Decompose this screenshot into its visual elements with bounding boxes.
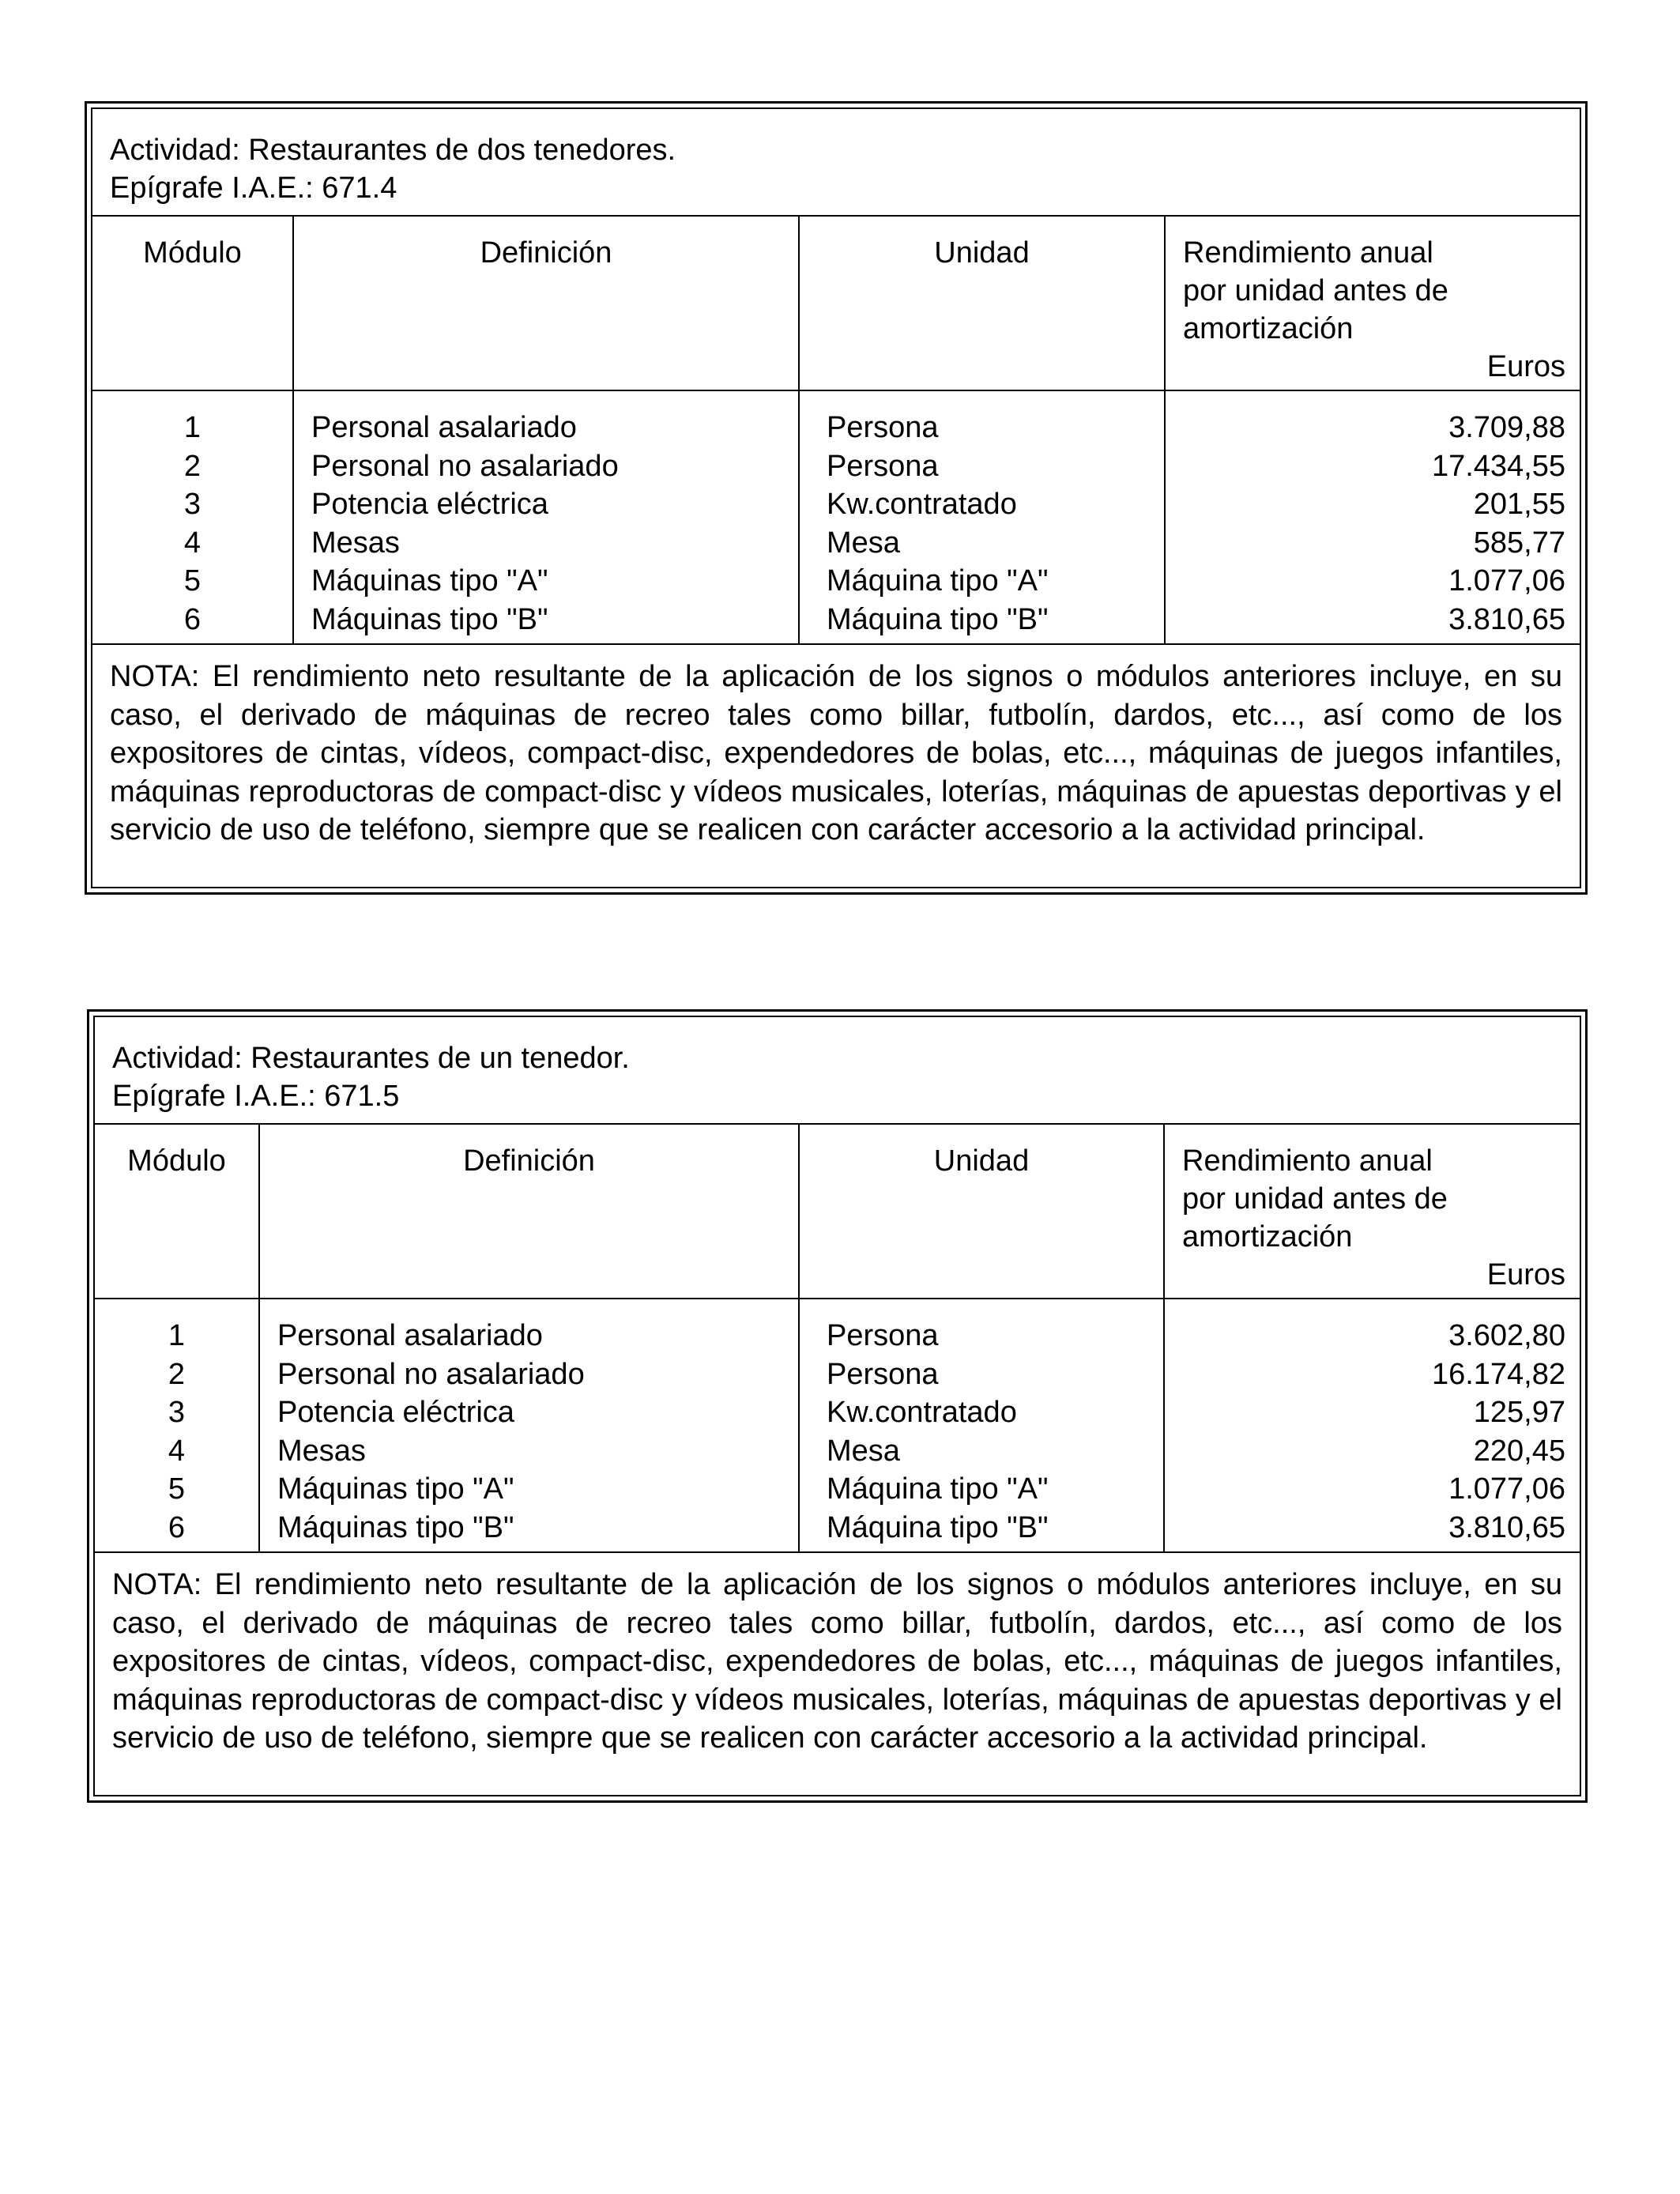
module-table-frame [93, 1016, 1581, 1796]
header-rendimiento-line-2: por unidad antes de [1182, 1182, 1448, 1216]
cell-valor: 1.077,06 [1164, 1470, 1580, 1509]
header-rendimiento [1164, 1125, 1580, 1299]
cell-unidad: Máquina tipo "A" [799, 1470, 1164, 1509]
module-table-block-1 [85, 101, 1588, 895]
header-definicion: Definición [293, 217, 799, 390]
table-header-row [92, 217, 1580, 390]
table-row [95, 1393, 1580, 1432]
header-euros: Euros [1486, 350, 1565, 383]
module-table-block-2 [87, 1009, 1588, 1803]
cell-unidad: Mesa [799, 1432, 1164, 1471]
cell-valor: 201,55 [1165, 485, 1580, 524]
cell-valor: 3.810,65 [1164, 1509, 1580, 1552]
cell-definicion: Mesas [293, 524, 799, 563]
cell-modulo: 5 [183, 564, 202, 598]
header-rendimiento-line-2: por unidad antes de [1183, 274, 1448, 307]
cell-unidad: Máquina tipo "A" [799, 562, 1165, 601]
cell-definicion: Mesas [259, 1432, 799, 1471]
table-row [92, 447, 1580, 486]
cell-modulo: 1 [183, 411, 202, 444]
table-header-row [95, 1125, 1580, 1299]
table-row [95, 1299, 1580, 1355]
nota-text: NOTA: El rendimiento neto resultante de la aplicación de los signos o módulos anteriores incluye, en su caso, el derivado de máquinas de recreo tales como billar, futbolín, dardos, etc..., así como de los expositores de cintas, vídeos, compact-disc, expendedores de bolas, etc..., máquinas de juegos infantiles, máquinas reproductoras de compact-disc y vídeos musicales, loterías, máquinas de apuestas deportivas y el servicio de uso de teléfono, siempre que se realicen con carácter accesorio a la actividad principal. [92, 643, 1580, 887]
cell-valor: 1.077,06 [1165, 562, 1580, 601]
header-rendimiento-line-3: amortización [1182, 1220, 1353, 1253]
cell-definicion: Máquinas tipo "A" [259, 1470, 799, 1509]
epigrafe-label: Epígrafe I.A.E.: 671.4 [110, 172, 397, 205]
header-definicion: Definición [259, 1125, 799, 1299]
table-row [92, 562, 1580, 601]
module-table-frame [91, 107, 1581, 888]
cell-modulo: 6 [183, 602, 202, 636]
cell-unidad: Persona [799, 1299, 1164, 1355]
cell-valor: 3.810,65 [1165, 601, 1580, 644]
modules-table [92, 217, 1580, 643]
cell-unidad: Persona [799, 390, 1165, 447]
header-unidad: Unidad [799, 1125, 1164, 1299]
modules-table [95, 1125, 1580, 1551]
table-row [95, 1355, 1580, 1394]
cell-definicion: Personal asalariado [259, 1299, 799, 1355]
cell-definicion: Personal no asalariado [259, 1355, 799, 1394]
cell-definicion: Potencia eléctrica [293, 485, 799, 524]
nota-text: NOTA: El rendimiento neto resultante de la aplicación de los signos o módulos anteriores incluye, en su caso, el derivado de máquinas de recreo tales como billar, futbolín, dardos, etc..., así como de los expositores de cintas, vídeos, compact-disc, expendedores de bolas, etc..., máquinas de juegos infantiles, máquinas reproductoras de compact-disc y vídeos musicales, loterías, máquinas de apuestas deportivas y el servicio de uso de teléfono, siempre que se realicen con carácter accesorio a la actividad principal. [95, 1551, 1580, 1795]
cell-modulo: 6 [168, 1510, 186, 1544]
cell-unidad: Persona [799, 1355, 1164, 1394]
cell-modulo: 2 [183, 449, 202, 483]
cell-modulo: 3 [183, 488, 202, 521]
cell-valor: 3.709,88 [1165, 390, 1580, 447]
activity-header [95, 1017, 1580, 1125]
header-rendimiento-line-3: amortización [1183, 312, 1354, 345]
cell-valor: 17.434,55 [1165, 447, 1580, 486]
table-row [92, 601, 1580, 644]
cell-definicion: Personal asalariado [293, 390, 799, 447]
header-rendimiento-line-1: Rendimiento anual [1183, 236, 1433, 270]
cell-valor: 125,97 [1164, 1393, 1580, 1432]
table-row [92, 485, 1580, 524]
cell-definicion: Potencia eléctrica [259, 1393, 799, 1432]
header-unidad: Unidad [799, 217, 1165, 390]
cell-valor: 3.602,80 [1164, 1299, 1580, 1355]
cell-valor: 220,45 [1164, 1432, 1580, 1471]
cell-modulo: 1 [168, 1319, 186, 1352]
cell-definicion: Máquinas tipo "B" [293, 601, 799, 644]
activity-title: Actividad: Restaurantes de dos tenedores. [110, 134, 676, 167]
cell-modulo: 4 [183, 526, 202, 560]
cell-valor: 16.174,82 [1164, 1355, 1580, 1394]
cell-modulo: 5 [168, 1472, 186, 1506]
table-row [92, 524, 1580, 563]
header-rendimiento [1165, 217, 1580, 390]
cell-definicion: Máquinas tipo "B" [259, 1509, 799, 1552]
cell-valor: 585,77 [1165, 524, 1580, 563]
cell-unidad: Kw.contratado [799, 485, 1165, 524]
cell-modulo: 3 [168, 1396, 186, 1429]
header-modulo: Módulo [92, 217, 293, 390]
cell-unidad: Máquina tipo "B" [799, 601, 1165, 644]
cell-modulo: 4 [168, 1434, 186, 1468]
header-euros: Euros [1486, 1258, 1565, 1291]
table-row [95, 1470, 1580, 1509]
cell-unidad: Máquina tipo "B" [799, 1509, 1164, 1552]
cell-unidad: Persona [799, 447, 1165, 486]
cell-modulo: 2 [168, 1357, 186, 1391]
cell-definicion: Personal no asalariado [293, 447, 799, 486]
epigrafe-label: Epígrafe I.A.E.: 671.5 [112, 1080, 400, 1113]
table-row [95, 1509, 1580, 1552]
cell-unidad: Kw.contratado [799, 1393, 1164, 1432]
activity-title: Actividad: Restaurantes de un tenedor. [112, 1042, 630, 1075]
table-row [92, 390, 1580, 447]
header-rendimiento-line-1: Rendimiento anual [1182, 1144, 1433, 1178]
cell-unidad: Mesa [799, 524, 1165, 563]
activity-header [92, 109, 1580, 217]
cell-definicion: Máquinas tipo "A" [293, 562, 799, 601]
table-row [95, 1432, 1580, 1471]
header-modulo: Módulo [95, 1125, 259, 1299]
